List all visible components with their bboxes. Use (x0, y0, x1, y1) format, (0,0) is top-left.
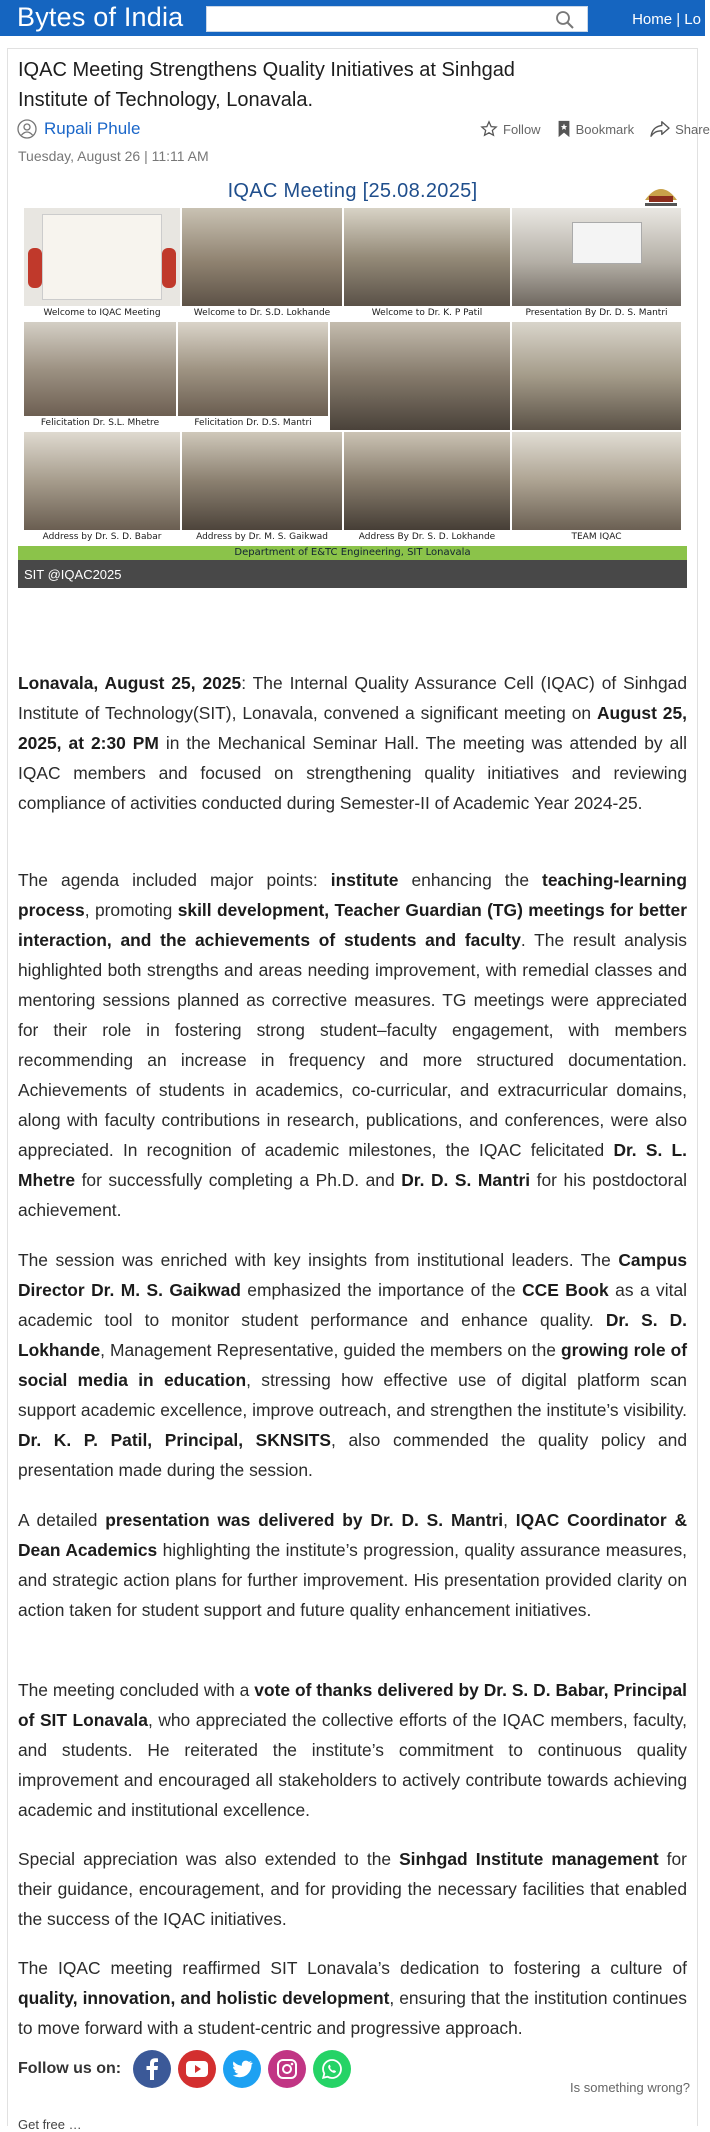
user-icon (17, 119, 37, 139)
top-nav[interactable]: Home | Lo (632, 11, 701, 28)
photo-presentation-mantri (512, 208, 681, 320)
author-row[interactable] (17, 118, 140, 140)
caption-7: Address by Dr. S. D. Babar (24, 530, 180, 544)
caption-8: Address by Dr. M. S. Gaikwad (182, 530, 342, 544)
follow-button[interactable]: Follow (480, 120, 541, 138)
paragraph-6: Special appreciation was also extended to the Sinhgad Institute management for their guidance, encouragement, and for providing the necessary facilities that enabled the success of the IQAC initiatives. (18, 1849, 687, 1929)
paragraph-7: The IQAC meeting reaffirmed SIT Lonavala’s dedication to fostering a culture of quality, innovation, and holistic development, ensuring that the institution continues to move forward with a student-centric and progressive approach. (18, 1958, 687, 2038)
photo-felicitation-mhetre (24, 322, 176, 430)
caption-10: TEAM IQAC (512, 530, 681, 544)
collage-title: IQAC Meeting [25.08.2025] (227, 180, 478, 202)
star-icon (480, 120, 498, 138)
department-banner: Department of E&TC Engineering, SIT Lonavala (18, 546, 687, 560)
photo-welcome-meeting (24, 208, 180, 320)
site-header (0, 0, 705, 36)
photo-team-iqac (512, 432, 681, 544)
site-logo[interactable]: Bytes of India (17, 2, 184, 32)
collage-header (18, 172, 687, 212)
bookmark-button[interactable]: Bookmark (557, 120, 635, 138)
twitter-icon[interactable] (223, 2050, 261, 2088)
search-input[interactable] (206, 6, 588, 32)
paragraph-2: The agenda included major points: institute enhancing the teaching-learning process, promoting skill development, Teacher Guardian (TG) meetings for better interaction, and the achievements of students and faculty. The result analysis highlighted both strengths and areas needing improvement, with remedial classes and mentoring sessions planned as corrective measures. TG meetings were appreciated for their role in fostering strong student–faculty engagement, with members recommending an increase in frequency and more structured documentation. Achievements of students in academics, co-curricular, and extracurricular domains, along with faculty contributions in research, publications, and conferences, were also appreciated. In recognition of academic milestones, the IQAC felicitated Dr. S. L. Mhetre for successfully completing a Ph.D. and Dr. D. S. Mantri for his postdoctoral achievement. (18, 870, 688, 1220)
youtube-icon[interactable] (178, 2050, 216, 2088)
caption-5: Felicitation Dr. S.L. Mhetre (24, 416, 176, 430)
share-button[interactable]: Share (650, 120, 710, 138)
author-name[interactable]: Rupali Phule (44, 119, 141, 138)
paragraph-5: The meeting concluded with a vote of thanks delivered by Dr. S. D. Babar, Principal of SIT Lonavala, who appreciated the collective efforts of the IQAC members, faculty, and students. He reiterated the institute’s commitment to continuous quality improvement and encouraged all stakeholders to actively contribute towards achieving academic and institutional excellence. (18, 1680, 688, 1820)
search-icon[interactable] (555, 10, 575, 30)
photo-welcome-patil (344, 208, 510, 320)
photo-meeting-room-2 (512, 322, 681, 430)
follow-us-row (18, 2050, 358, 2088)
article-actions (480, 120, 710, 138)
paragraph-3: The session was enriched with key insights from institutional leaders. The Campus Director Dr. M. S. Gaikwad emphasized the importance of the CCE Book as a vital academic tool to monitor student performance and enhance quality. Dr. S. D. Lokhande, Management Representative, guided the members on the growing role of social media in education, stressing how effective use of digital platform scan support academic excellence, improve outreach, and strengthen the institute’s visibility. Dr. K. P. Patil, Principal, SKNSITS, also commended the quality policy and presentation made during the session. (18, 1250, 688, 1480)
photo-meeting-room-1 (330, 322, 510, 430)
publish-date: Tuesday, August 26 | 11:11 AM (18, 148, 209, 164)
caption-4: Presentation By Dr. D. S. Mantri (512, 306, 681, 320)
bookmark-icon (557, 120, 571, 138)
whatsapp-icon[interactable] (313, 2050, 351, 2088)
caption-2: Welcome to Dr. S.D. Lokhande (182, 306, 342, 320)
image-credit: SIT @IQAC2025 (24, 567, 122, 582)
photo-welcome-lokhande (182, 208, 342, 320)
instagram-icon[interactable] (268, 2050, 306, 2088)
footer-peek-text: Get free … (18, 2117, 82, 2132)
caption-9: Address By Dr. S. D. Lokhande (344, 530, 510, 544)
photo-address-babar (24, 432, 180, 544)
paragraph-4: A detailed presentation was delivered by Dr. D. S. Mantri, IQAC Coordinator & Dean Academics highlighting the institute’s progression, quality assurance measures, and strategic action plans for further improvement. His presentation provided clarity on action taken for student support and future quality enhancement initiatives. (18, 1510, 687, 1620)
image-credit-bar (18, 560, 687, 588)
photo-address-lokhande (344, 432, 510, 544)
article-title: IQAC Meeting Strengthens Quality Initiatives at Sinhgad Institute of Technology, Lonavala. (18, 59, 515, 111)
follow-label: Follow us on: (18, 2060, 122, 2077)
photo-felicitation-mantri (178, 322, 328, 430)
paragraph-1: Lonavala, August 25, 2025: The Internal Quality Assurance Cell (IQAC) of Sinhgad Institute of Technology(SIT), Lonavala, convened a significant meeting on August 25, 2025, at 2:30 PM in the Mechanical Seminar Hall. The meeting was attended by all IQAC members and focused on strengthening quality initiatives and reviewing compliance of activities conducted during Semester-II of Academic Year 2024-25. (18, 673, 687, 813)
caption-3: Welcome to Dr. K. P Patil (344, 306, 510, 320)
share-icon (650, 120, 670, 138)
photo-address-gaikwad (182, 432, 342, 544)
report-issue-link[interactable]: Is something wrong? (570, 2080, 690, 2095)
facebook-icon[interactable] (133, 2050, 171, 2088)
caption-1: Welcome to IQAC Meeting (24, 306, 180, 320)
institute-logo-icon (641, 178, 681, 208)
caption-6: Felicitation Dr. D.S. Mantri (178, 416, 328, 430)
article-image[interactable] (18, 172, 687, 664)
